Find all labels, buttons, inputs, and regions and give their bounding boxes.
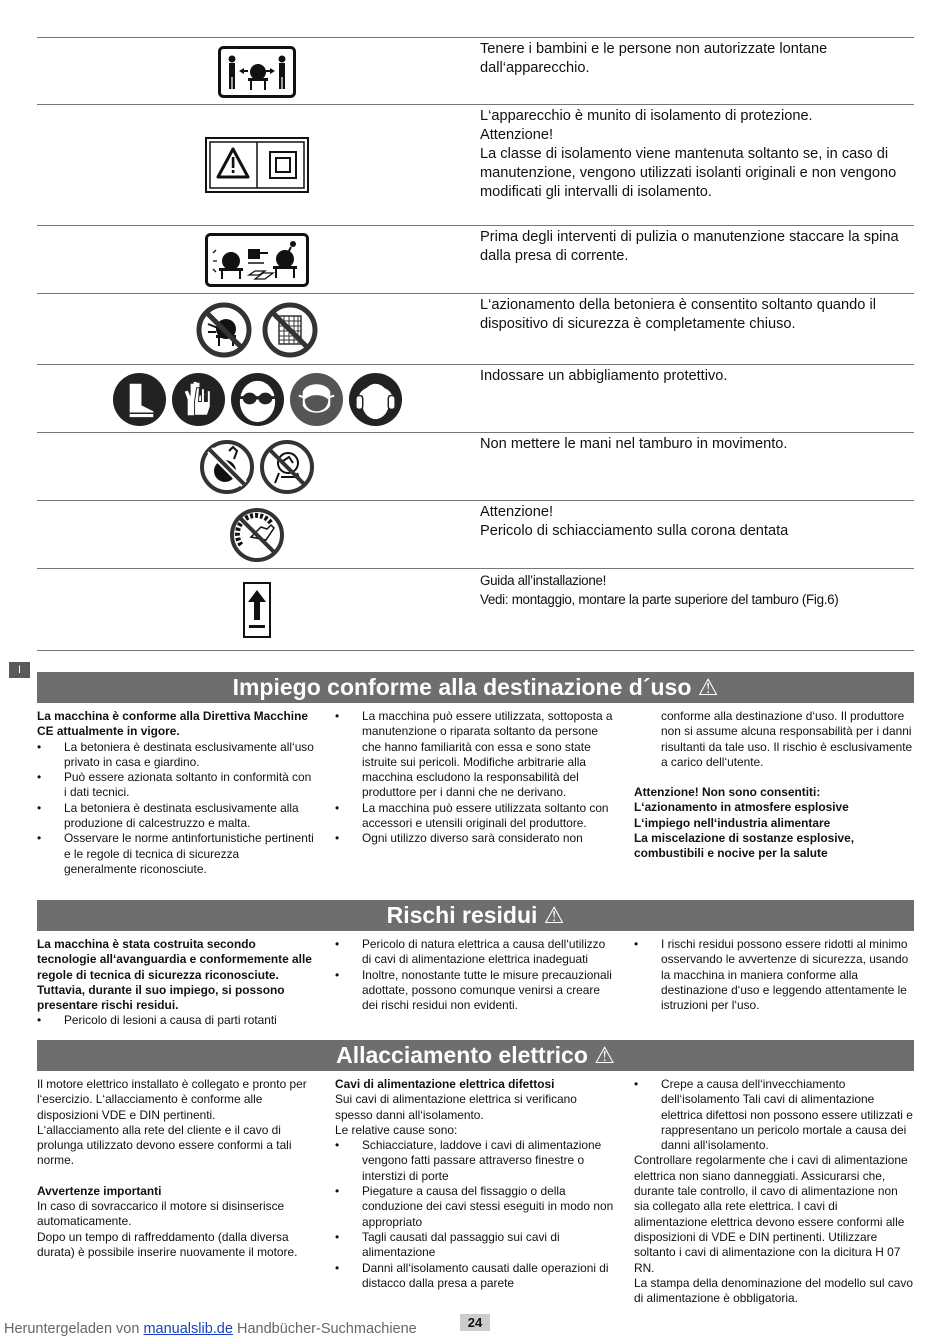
warning-icon: ⚠ [543, 902, 565, 928]
list-item: • La macchina può essere utilizzata soltanto con accessori e utensili originali del produttore. [335, 801, 615, 832]
residual-risks-col-1 [37, 937, 315, 1029]
paragraph: Le relative cause sono: [335, 1122, 458, 1137]
safety-row-7 [37, 500, 914, 569]
section-title: Impiego conforme alla destinazione d´uso [232, 674, 692, 700]
prohibited-use: L‘azionamento in atmosfere esplosive [634, 800, 849, 815]
installation-arrow-icon [37, 582, 477, 638]
list-item: • Piegature a causa del fissaggio o della conduzione dei cavi stessi eseguiti in modo non appropriato [335, 1184, 615, 1230]
ear-protection-icon [348, 372, 403, 427]
page-number: 24 [460, 1314, 490, 1331]
goggles-icon [230, 372, 285, 427]
safety-text-8 [480, 571, 910, 609]
residual-risks-col-3 [634, 937, 914, 1013]
intro-text: La macchina è conforme alla Direttiva Macchine CE attualmente in vigore. [37, 709, 308, 739]
list-item: • Danni all‘isolamento causati dalle operazioni di distacco dalla presa a parete [335, 1261, 615, 1292]
protective-clothing-icons [37, 370, 477, 428]
warning-icon: ⚠ [594, 1042, 615, 1068]
safety-text-7 [480, 503, 910, 541]
safety-text-3 [480, 228, 910, 266]
no-guard-removal-icon [262, 302, 318, 358]
safety-line: Tenere i bambini e le persone non autorizzate lontane dall‘apparecchio. [480, 41, 828, 76]
list-item: • La macchina può essere utilizzata, sottoposta a manutenzione o riparata soltanto da persone che hanno familiarità con essa e sono state istruite sui pericoli. Modifiche arbitrarie alla macchina escludono la responsabilità del produttore per i danni che ne derivano. [335, 709, 615, 801]
unplug-before-maintenance-icon [37, 232, 477, 288]
paragraph: La stampa della denominazione del modello sul cavo di alimentazione è obbligatoria. [634, 1275, 913, 1306]
keep-away-persons-icon [37, 38, 477, 105]
paragraph: Dopo un tempo di raffreddamento (dalla diversa durata) è possibile inserire nuovamente il motore. [37, 1229, 298, 1259]
section-title: Allacciamento elettrico [336, 1042, 588, 1068]
list-item: • Crepe a causa dell‘invecchiamento dell‘isolamento Tali cavi di alimentazione elettrica difettosi non possono essere utilizzati e rappresentano un pericolo mortale a causa dei danni all‘isolamento. [634, 1077, 914, 1153]
dust-mask-icon [289, 372, 344, 427]
safety-text-6 [480, 435, 910, 454]
safety-line: La classe di isolamento viene mantenuta soltanto se, in caso di manutenzione, vengono utilizzati isolanti originali e non vengono modificati gli intervalli di isolamento. [480, 146, 897, 200]
subheading: Avvertenze importanti [37, 1183, 162, 1198]
crushing-hazard-icon [37, 504, 477, 566]
intended-use-col-2 [335, 709, 615, 847]
safety-line: Vedi: montaggio, montare la parte superiore del tamburo (Fig.6) [480, 592, 839, 607]
paragraph: L‘allacciamento alla rete del cliente e il cavo di prolunga utilizzato devono essere conformi a tali norme. [37, 1122, 292, 1168]
manualslib-link[interactable]: manualslib.de [143, 1321, 233, 1337]
safety-row-4 [37, 293, 914, 365]
section-title: Rischi residui [386, 902, 538, 928]
warning-heading: Attenzione! Non sono consentiti: [634, 785, 821, 800]
prohibited-use: La miscelazione di sostanze esplosive, combustibili e nocive per la salute [634, 831, 855, 861]
list-item: • Ogni utilizzo diverso sarà considerato non [335, 831, 615, 846]
list-item: • I rischi residui possono essere ridotti al minimo osservando le avvertenze di sicurezza, usando la macchina in maniera conforme alla destinazione d‘uso e leggendo attentamente le istruzioni per l‘uso. [634, 937, 914, 1013]
list-item: • Inoltre, nonostante tutte le misure precauzionali adottate, possono comunque venirsi a creare dei rischi residui non evidenti. [335, 968, 615, 1014]
list-item: • La betoniera è destinata esclusivamente all‘uso privato in casa e giardino. [37, 740, 315, 771]
safety-row-3 [37, 225, 914, 294]
download-footer [4, 1321, 417, 1337]
safety-row-5 [37, 364, 914, 433]
list-item: • La betoniera è destinata esclusivamente alla produzione di calcestruzzo e malta. [37, 801, 315, 832]
safety-line: Non mettere le mani nel tamburo in movimento. [480, 436, 788, 452]
list-item: • Schiacciature, laddove i cavi di alimentazione vengono fatti passare attraverso finestre o interstizi di porte [335, 1138, 615, 1184]
safety-line: Guida all’installazione! [480, 573, 607, 588]
no-hands-in-drum-icons [37, 436, 477, 498]
paragraph: Sui cavi di alimentazione elettrica si verificano spesso danni all‘isolamento. [335, 1092, 577, 1122]
safety-line: Attenzione! [480, 504, 554, 520]
safety-row-2 [37, 104, 914, 226]
list-item: • Tagli causati dal passaggio sui cavi di alimentazione [335, 1230, 615, 1261]
safety-line: Attenzione! [480, 127, 554, 143]
list-item: • Può essere azionata soltanto in conformità con i dati tecnici. [37, 770, 315, 801]
safety-row-8 [37, 568, 914, 651]
intended-use-col-1 [37, 709, 315, 877]
safety-line: Pericolo di schiacciamento sulla corona dentata [480, 523, 789, 539]
safety-text-2 [480, 107, 910, 202]
safety-text-1 [480, 40, 910, 78]
safety-line: L‘azionamento della betoniera è consentito soltanto quando il dispositivo di sicurezza è completamente chiuso. [480, 297, 876, 332]
section-intended-use-header [37, 672, 914, 703]
no-open-guard-icon [196, 302, 252, 358]
paragraph: In caso di sovraccarico il motore si disinserisce automaticamente. [37, 1199, 285, 1229]
intro-text: La macchina è stata costruita secondo tecnologie all‘avanguardia e conformemente alle regole di tecnica di sicurezza riconosciute. Tuttavia, durante il suo impiego, si possono presentare rischi residui. [37, 937, 312, 1013]
list-item: • Osservare le norme antinfortunistiche pertinenti e le regole di tecnica di sicurezza generalmente riconosciute. [37, 831, 315, 877]
subheading: Cavi di alimentazione elettrica difettosi [335, 1077, 555, 1091]
safety-text-5 [480, 367, 910, 386]
residual-risks-col-2 [335, 937, 615, 1013]
safety-line: Indossare un abbigliamento protettivo. [480, 368, 728, 384]
safety-line: L‘apparecchio è munito di isolamento di protezione. [480, 108, 813, 124]
warning-icon: ⚠ [697, 674, 719, 700]
safety-guard-closed-icons [37, 300, 477, 360]
protective-insulation-icon [37, 135, 477, 195]
safety-text-4 [480, 296, 910, 334]
no-hands-rotating-icon [259, 439, 315, 495]
safety-row-1 [37, 37, 914, 105]
electrical-col-3 [634, 1077, 914, 1306]
no-hands-drum-icon [199, 439, 255, 495]
safety-row-6 [37, 432, 914, 501]
list-item-continuation: conforme alla destinazione d‘uso. Il produttore non si assume alcuna responsabilità per i danni risultanti da tale uso. Il rischio è esclusivamente a carico dell‘utente. [661, 709, 913, 769]
prohibited-use: L‘impiego nell‘industria alimentare [634, 815, 831, 830]
list-item: • Pericolo di natura elettrica a causa dell‘utilizzo di cavi di alimentazione elettrica inadeguati [335, 937, 615, 968]
intended-use-col-3 [634, 709, 914, 862]
footer-prefix: Heruntergeladen von [4, 1321, 140, 1337]
paragraph: Il motore elettrico installato è collegato e pronto per l‘esercizio. L‘allacciamento è conforme alle disposizioni VDE e DIN pertinenti. [37, 1077, 307, 1122]
gloves-icon [171, 372, 226, 427]
language-tab: I [9, 662, 30, 678]
electrical-col-2 [335, 1077, 615, 1291]
safety-line: Prima degli interventi di pulizia o manutenzione staccare la spina dalla presa di corrente. [480, 229, 899, 264]
paragraph: Controllare regolarmente che i cavi di alimentazione elettrica non siano danneggiati. Assicurarsi che, durante tale controllo, il cavo di alimentazione non sia collegato alla rete elettrica. I cavi di alimentazione elettrica devono essere conformi alle disposizioni di VDE e DIN pertinenti. Utilizzare soltanto i cavi di alimentazione con la dicitura H 07 RN. [634, 1153, 908, 1275]
section-electrical-header [37, 1040, 914, 1071]
section-residual-risks-header [37, 900, 914, 931]
electrical-col-1 [37, 1077, 315, 1260]
table-bottom-rule [37, 650, 914, 651]
list-item: • Pericolo di lesioni a causa di parti rotanti [37, 1013, 315, 1028]
safety-boots-icon [112, 372, 167, 427]
footer-suffix: Handbücher-Suchmachiene [236, 1321, 417, 1337]
